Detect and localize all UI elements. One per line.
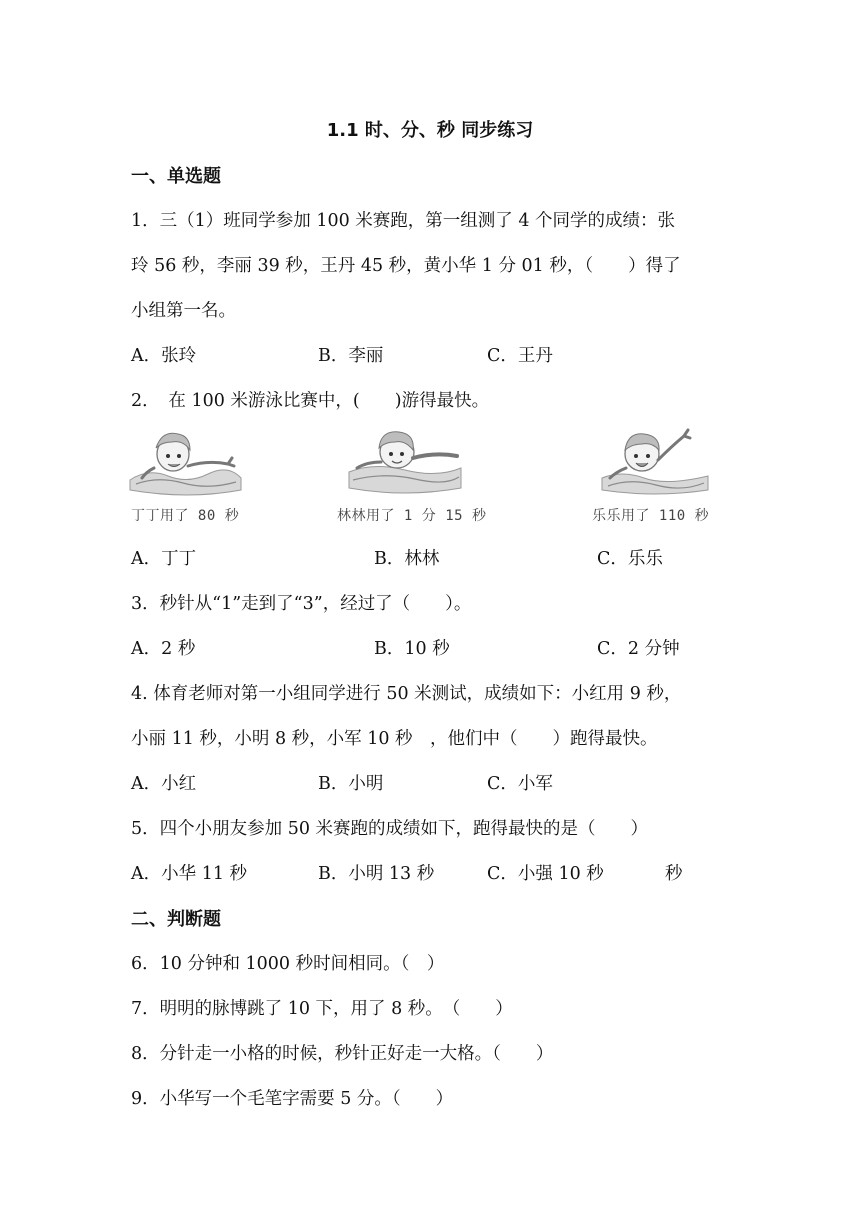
question-1-line-3: 小组第一名。 — [131, 301, 236, 321]
swimmer-3-caption: 乐乐用了 110 秒 — [592, 508, 710, 524]
question-4-option-a: A．小红 — [131, 774, 197, 794]
question-3-option-a: A．2 秒 — [131, 639, 196, 659]
swimmer-2-caption: 林林用了 1 分 15 秒 — [337, 508, 487, 524]
section-heading-single-choice: 一、单选题 — [131, 166, 221, 187]
swimmer-1-caption: 丁丁用了 80 秒 — [131, 508, 240, 524]
question-9: 9．小华写一个毛笔字需要 5 分。（ ） — [131, 1089, 454, 1109]
question-1-option-a: A．张玲 — [131, 346, 197, 366]
section-heading-true-false: 二、判断题 — [131, 909, 221, 930]
page-title: 1.1 时、分、秒 同步练习 — [326, 120, 534, 141]
question-3-option-b: B．10 秒 — [374, 639, 450, 659]
question-2-option-c: C．乐乐 — [597, 549, 663, 569]
question-2-option-a: A．丁丁 — [131, 549, 197, 569]
question-7: 7．明明的脉博跳了 10 下，用了 8 秒。 （ ） — [131, 999, 513, 1019]
question-4-line-1: 4. 体育老师对第一小组同学进行 50 米测试，成绩如下：小红用 9 秒， — [131, 684, 682, 704]
question-5-option-a: A．小华 11 秒 — [131, 864, 248, 884]
question-1-option-c: C．王丹 — [487, 346, 553, 366]
question-4-option-c: C．小军 — [487, 774, 553, 794]
question-6: 6．10 分钟和 1000 秒时间相同。（ ） — [131, 954, 445, 974]
question-2-option-b: B．林林 — [374, 549, 440, 569]
question-1-line-2: 玲 56 秒，李丽 39 秒，王丹 45 秒，黄小华 1 分 01 秒，（ ）得了 — [131, 256, 681, 276]
question-5-line-1: 5．四个小朋友参加 50 米赛跑的成绩如下，跑得最快的是（ ） — [131, 819, 649, 839]
swimmer-boy-icon — [128, 420, 243, 498]
question-5-option-b: B．小明 13 秒 — [318, 864, 435, 884]
question-2-line-1: 2． 在 100 米游泳比赛中，( )游得最快。 — [131, 391, 490, 411]
question-5-stray-text: 秒 — [665, 864, 683, 884]
question-5-option-c: C．小强 10 秒 — [487, 864, 604, 884]
question-1-option-b: B．李丽 — [318, 346, 384, 366]
question-4-option-b: B．小明 — [318, 774, 384, 794]
question-1-line-1: 1．三（1）班同学参加 100 米赛跑，第一组测了 4 个同学的成绩：张 — [131, 211, 676, 231]
question-3-line-1: 3．秒针从“1”走到了“3”，经过了（ ）。 — [131, 594, 472, 614]
swimmer-boy-icon — [345, 422, 465, 498]
question-3-option-c: C．2 分钟 — [597, 639, 680, 659]
swimmer-boy-icon — [598, 420, 710, 498]
question-4-line-2: 小丽 11 秒，小明 8 秒，小军 10 秒 ，他们中（ ）跑得最快。 — [131, 729, 658, 749]
question-8: 8．分针走一小格的时候，秒针正好走一大格。（ ） — [131, 1044, 554, 1064]
